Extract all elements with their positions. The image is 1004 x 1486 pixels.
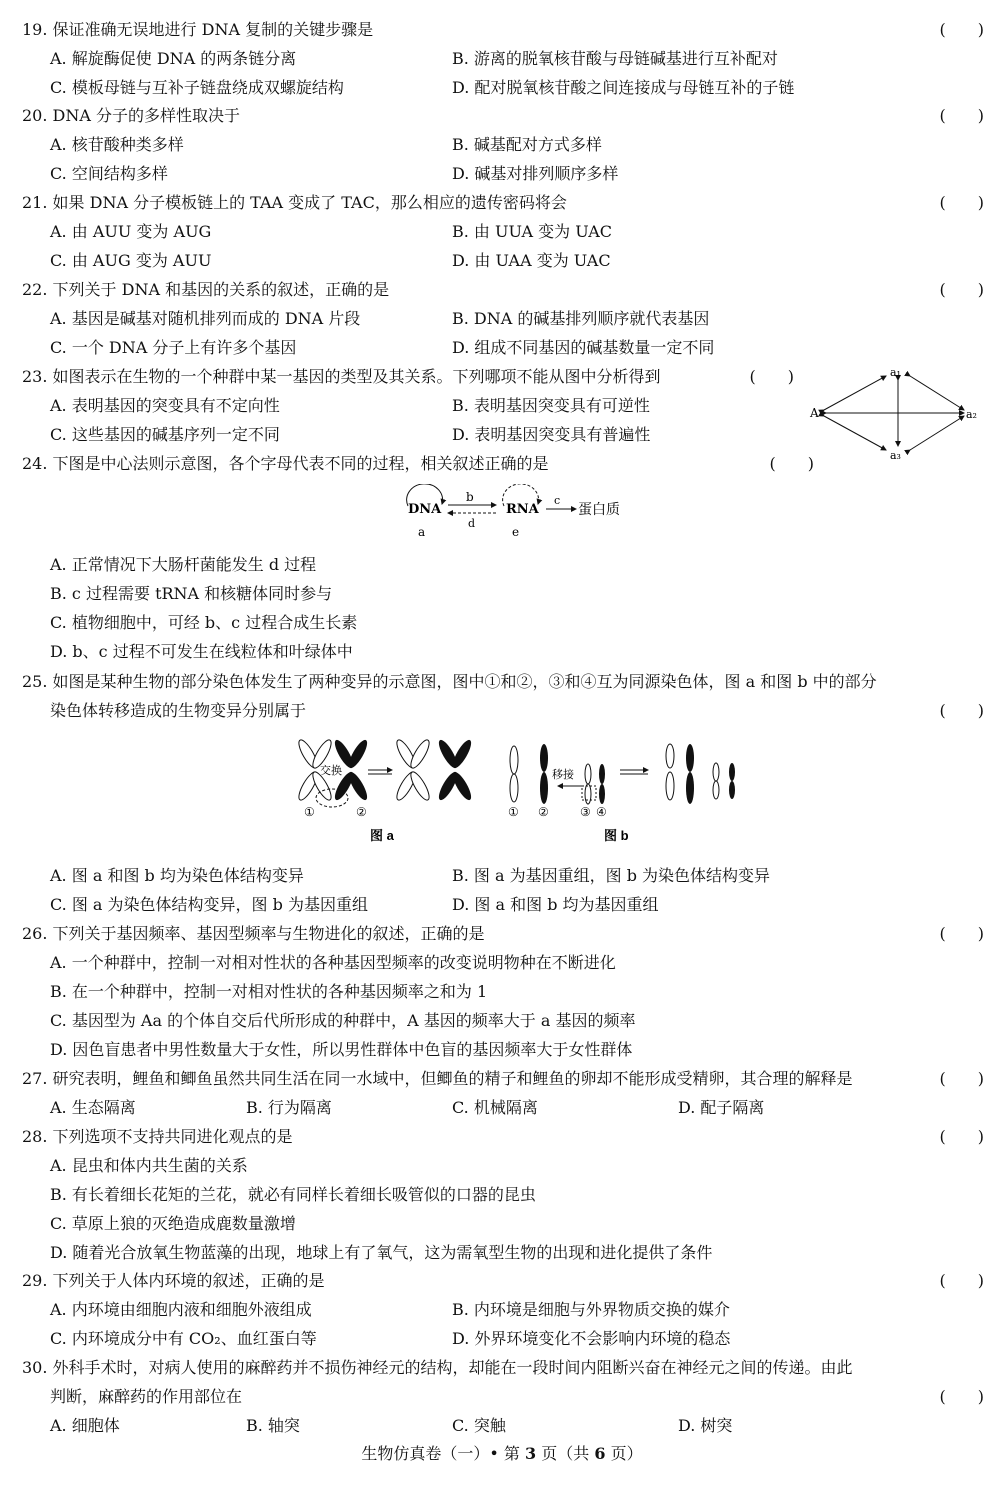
question-24-stem: 24. 下图是中心法则示意图，各个字母代表不同的过程，相关叙述正确的是 ( ) (22, 450, 814, 478)
option-d: D. 组成不同基因的碱基数量一定不同 (452, 338, 715, 357)
option-c: C. 机械隔离 (452, 1098, 538, 1117)
process-e-label: e (512, 525, 520, 539)
question-26-option-c: C. 基因型为 Aa 的个体自交后代所形成的种群中，A 基因的频率大于 a 基因的频率 (50, 1011, 636, 1030)
question-26-option-d: D. 因色盲患者中男性数量大于女性，所以男性群体中色盲的基因频率大于女性群体 (50, 1040, 633, 1059)
question-24-option-a: A. 正常情况下大肠杆菌能发生 d 过程 (50, 555, 317, 574)
question-24-option-d: D. b、c 过程不可发生在线粒体和叶绿体中 (50, 642, 353, 661)
answer-blank: ( ) (749, 367, 794, 386)
option-c: C. 一个 DNA 分子上有许多个基因 (50, 338, 297, 357)
answer-blank: ( ) (939, 280, 984, 299)
option-b: B. 游离的脱氧核苷酸与母链碱基进行互补配对 (452, 49, 778, 68)
transfer-label: 移接 (552, 768, 574, 781)
answer-blank: ( ) (939, 701, 984, 720)
question-25-stem-cont: 染色体转移造成的生物变异分别属于 ( ) (22, 697, 984, 725)
allele-a3-label: a₃ (890, 449, 901, 462)
answer-blank: ( ) (769, 454, 814, 473)
chromosome-1b-label: ① (508, 805, 519, 819)
option-a: A. 表明基因的突变具有不定向性 (50, 396, 280, 415)
option-c: C. 由 AUG 变为 AUU (50, 251, 212, 270)
question-20-stem: 20. DNA 分子的多样性取决于 ( ) (22, 102, 984, 130)
chromosome-variation-diagram (286, 734, 756, 848)
question-28-option-a: A. 昆虫和体内共生菌的关系 (50, 1156, 248, 1175)
question-21-options-row1 (22, 218, 984, 246)
protein-label: 蛋白质 (578, 502, 620, 518)
page-total: 6 (594, 1444, 606, 1463)
option-a: A. 图 a 和图 b 均为染色体结构变异 (50, 866, 304, 885)
option-a: A. 核苷酸种类多样 (50, 135, 184, 154)
chromosome-3-label: ③ (580, 805, 591, 819)
answer-blank: ( ) (939, 1271, 984, 1290)
process-a-label: a (418, 525, 426, 539)
option-c: C. 突触 (452, 1416, 506, 1435)
process-c-label: c (554, 494, 561, 507)
swap-label: 交换 (320, 764, 342, 777)
option-a: A. 内环境由细胞内液和细胞外液组成 (50, 1300, 312, 1319)
dna-label: DNA (408, 502, 442, 517)
question-22-stem: 22. 下列关于 DNA 和基因的关系的叙述，正确的是 ( ) (22, 276, 984, 304)
question-27-options (22, 1094, 984, 1122)
option-b: B. DNA 的碱基排列顺序就代表基因 (452, 309, 710, 328)
option-b: B. 图 a 为基因重组，图 b 为染色体结构变异 (452, 866, 771, 885)
option-d: D. 由 UAA 变为 UAC (452, 251, 611, 270)
question-25-options-row1 (22, 862, 984, 890)
answer-blank: ( ) (939, 106, 984, 125)
question-21-options-row2 (22, 247, 984, 275)
option-a: A. 细胞体 (50, 1416, 120, 1435)
chromosome-4-label: ④ (596, 805, 607, 819)
gene-mutation-diagram (806, 366, 986, 462)
question-29-options-row2 (22, 1325, 984, 1353)
page-number: 3 (525, 1444, 537, 1463)
answer-blank: ( ) (939, 20, 984, 39)
question-30-stem: 30. 外科手术时，对病人使用的麻醉药并不损伤神经元的结构，却能在一段时间内阻断兴奋在神经元之间的传递。由此 (22, 1358, 853, 1377)
question-27-stem: 27. 研究表明，鲤鱼和鲫鱼虽然共同生活在同一水域中，但鲫鱼的精子和鲤鱼的卵却不能形成受精卵，其合理的解释是 ( ) (22, 1065, 984, 1093)
figure-a-caption: 图 a (370, 828, 394, 843)
option-d: D. 树突 (678, 1416, 733, 1435)
question-28-option-b: B. 有长着细长花矩的兰花，就必有同样长着细长吸管似的口器的昆虫 (50, 1185, 536, 1204)
option-c: C. 这些基因的碱基序列一定不同 (50, 425, 280, 444)
option-b: B. 表明基因突变具有可逆性 (452, 396, 650, 415)
question-26-option-a: A. 一个种群中，控制一对相对性状的各种基因型频率的改变说明物种在不断进化 (50, 953, 616, 972)
option-b: B. 内环境是细胞与外界物质交换的媒介 (452, 1300, 730, 1319)
question-29-options-row1 (22, 1296, 984, 1324)
question-23-options-row1 (22, 392, 794, 420)
option-c: C. 空间结构多样 (50, 164, 168, 183)
option-d: D. 外界环境变化不会影响内环境的稳态 (452, 1329, 731, 1348)
option-d: D. 碱基对排列顺序多样 (452, 164, 619, 183)
answer-blank: ( ) (939, 193, 984, 212)
question-28-stem: 28. 下列选项不支持共同进化观点的是 ( ) (22, 1123, 984, 1151)
question-25-stem: 25. 如图是某种生物的部分染色体发生了两种变异的示意图，图中①和②，③和④互为同源染色体，图 a 和图 b 中的部分 (22, 672, 877, 691)
option-b: B. 由 UUA 变为 UAC (452, 222, 613, 241)
question-23-options-row2 (22, 421, 794, 449)
option-a: A. 基因是碱基对随机排列而成的 DNA 片段 (50, 309, 361, 328)
rna-label: RNA (506, 502, 539, 517)
question-26-option-b: B. 在一个种群中，控制一对相对性状的各种基因频率之和为 1 (50, 982, 488, 1001)
question-24-option-c: C. 植物细胞中，可经 b、c 过程合成生长素 (50, 613, 358, 632)
option-a: A. 解旋酶促使 DNA 的两条链分离 (50, 49, 297, 68)
allele-a2-label: a₂ (966, 408, 977, 421)
question-25-options-row2 (22, 891, 984, 919)
page-footer: 生物仿真卷（一）• 第 3 页（共 6 页） (361, 1444, 643, 1463)
question-20-options-row1 (22, 131, 984, 159)
figure-b-caption: 图 b (604, 828, 629, 843)
chromosome-2-label: ② (356, 805, 367, 819)
question-19-options-row1 (22, 45, 984, 73)
chromosome-2b-label: ② (538, 805, 549, 819)
answer-blank: ( ) (939, 1387, 984, 1406)
process-b-label: b (466, 490, 474, 504)
question-30-stem-cont: 判断，麻醉药的作用部位在 ( ) (22, 1383, 984, 1411)
option-a: A. 生态隔离 (50, 1098, 136, 1117)
option-c: C. 图 a 为染色体结构变异，图 b 为基因重组 (50, 895, 368, 914)
option-b: B. 碱基配对方式多样 (452, 135, 602, 154)
option-d: D. 配子隔离 (678, 1098, 765, 1117)
question-22-options-row2 (22, 334, 984, 362)
option-d: D. 图 a 和图 b 均为基因重组 (452, 895, 659, 914)
option-a: A. 由 AUU 变为 AUG (50, 222, 212, 241)
question-26-stem: 26. 下列关于基因频率、基因型频率与生物进化的叙述，正确的是 ( ) (22, 920, 984, 948)
question-24-option-b: B. c 过程需要 tRNA 和核糖体同时参与 (50, 584, 333, 603)
option-c: C. 模板母链与互补子链盘绕成双螺旋结构 (50, 78, 344, 97)
question-23-stem: 23. 如图表示在生物的一个种群中某一基因的类型及其关系。下列哪项不能从图中分析得到 ( ) (22, 363, 794, 391)
option-d: D. 配对脱氧核苷酸之间连接成与母链互补的子链 (452, 78, 795, 97)
option-d: D. 表明基因突变具有普遍性 (452, 425, 651, 444)
question-28-option-c: C. 草原上狼的灭绝造成鹿数量激增 (50, 1214, 296, 1233)
option-b: B. 行为隔离 (246, 1098, 332, 1117)
allele-a1-label: a₁ (890, 366, 901, 379)
question-22-options-row1 (22, 305, 984, 333)
question-20-options-row2 (22, 160, 984, 188)
answer-blank: ( ) (939, 1069, 984, 1088)
question-29-stem: 29. 下列关于人体内环境的叙述，正确的是 ( ) (22, 1267, 984, 1295)
answer-blank: ( ) (939, 1127, 984, 1146)
option-b: B. 轴突 (246, 1416, 300, 1435)
answer-blank: ( ) (939, 924, 984, 943)
question-28-option-d: D. 随着光合放氧生物蓝藻的出现，地球上有了氧气，这为需氧型生物的出现和进化提供了条件 (50, 1243, 713, 1262)
question-30-options (22, 1412, 984, 1440)
question-19-options-row2 (22, 74, 984, 102)
question-19-stem: 19. 保证准确无误地进行 DNA 复制的关键步骤是 ( ) (22, 16, 984, 44)
option-c: C. 内环境成分中有 CO₂、血红蛋白等 (50, 1329, 317, 1348)
allele-a-label: A (810, 406, 819, 420)
central-dogma-diagram (400, 484, 640, 540)
chromosome-1-label: ① (304, 805, 315, 819)
process-d-label: d (468, 517, 476, 530)
question-21-stem: 21. 如果 DNA 分子模板链上的 TAA 变成了 TAC，那么相应的遗传密码将会 ( ) (22, 189, 984, 217)
